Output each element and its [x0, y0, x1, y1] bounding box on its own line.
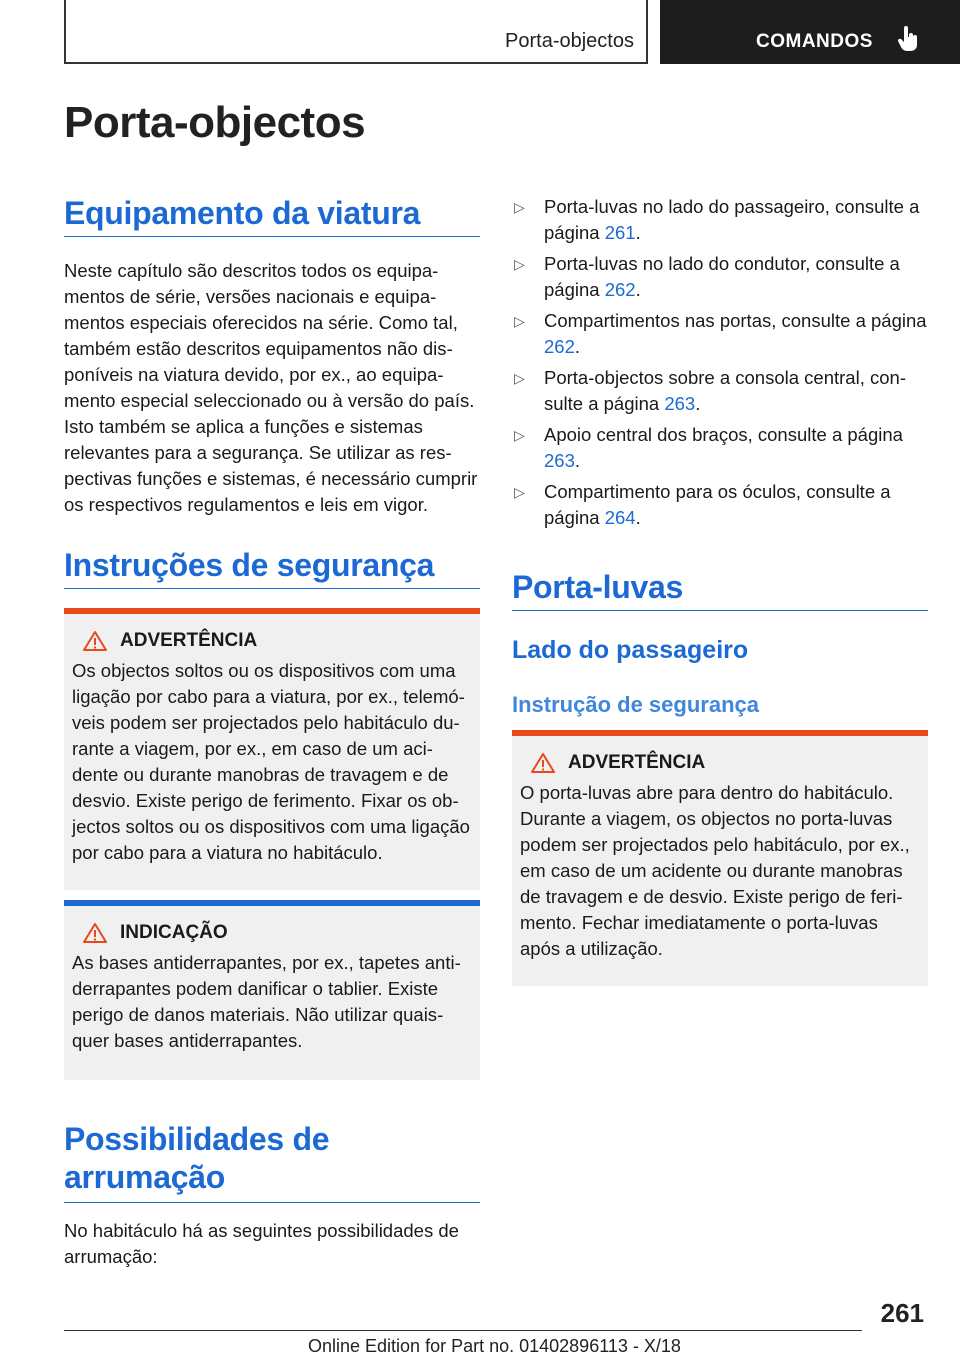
list-item-text: Apoio central dos braços, consulte a página 263. [544, 424, 903, 471]
subsubheading-instrucao-seguranca: Instrução de segurança [512, 692, 759, 717]
footer-divider [64, 1330, 862, 1331]
warning-box [64, 608, 480, 890]
section-heading-porta-luvas: Porta-luvas [512, 568, 928, 611]
list-item [512, 479, 928, 531]
section-heading-arrumacao-line1: Possibilidades de [64, 1121, 330, 1157]
warning-title: ADVERTÊNCIA [568, 752, 706, 773]
list-item [512, 251, 928, 303]
page-link[interactable]: 263 [664, 393, 696, 414]
bullet-triangle-icon: ▷ [514, 484, 525, 500]
warning-triangle-icon [82, 630, 108, 652]
list-item [512, 422, 928, 474]
list-item [512, 194, 928, 246]
section-heading-equipamento: Equipamento da viatura [64, 194, 480, 237]
page-link[interactable]: 262 [544, 336, 575, 357]
list-item-text: Compartimento para os óculos, consulte a página 264. [544, 481, 891, 528]
note-header [82, 922, 472, 944]
header-chapter-title: COMANDOS [756, 31, 873, 52]
list-item [512, 308, 928, 360]
note-text: As bases antiderrapantes, por ex., tapetes antiderrapantes podem danificar o tablier. Existe perigo de danos materiais. Não utilizar quaisquer bases antiderrapantes. [72, 952, 461, 1051]
storage-reference-list [512, 194, 928, 536]
footer-edition: Online Edition for Part no. 01402896113 - X/18 [308, 1336, 681, 1356]
pointing-hand-icon [898, 26, 920, 52]
warning-header [82, 630, 472, 652]
section-body-arrumacao: No habitáculo há as seguintes possibilidades de arrumação: [64, 1220, 459, 1267]
bullet-triangle-icon: ▷ [514, 199, 525, 215]
bullet-triangle-icon: ▷ [514, 256, 525, 272]
warning-triangle-icon [530, 752, 556, 774]
subheading-lado-passageiro: Lado do passageiro [512, 636, 749, 664]
page-link[interactable]: 264 [604, 507, 636, 528]
note-box [64, 900, 480, 1080]
bullet-triangle-icon: ▷ [514, 427, 525, 443]
warning-text: O porta-luvas abre para dentro do habitáculo. Durante a viagem, os objectos no porta-luvas podem ser projectados pelo habitáculo, por ex., em caso de um acidente ou durante manobras de travagem e de desvio. Existe perigo de ferimento. Fechar imediatamente o porta-luvas após a utilização. [520, 782, 910, 959]
header-section-title: Porta-objectos [505, 30, 634, 52]
warning-triangle-icon [82, 922, 108, 944]
bullet-triangle-icon: ▷ [514, 313, 525, 329]
header-section-tab [64, 0, 648, 64]
header-chapter-tab [660, 0, 960, 64]
section-body-equipamento: Neste capítulo são descritos todos os equipamentos de série, versões nacionais e equipamentos especiais oferecidos na série. Como tal, também estão descritos equipamentos não disponíveis na viatura devido, por ex., ao equipamento especial seleccionado ou à versão do país. Isto também se aplica a funções e sistemas relevantes para a segurança. Se utilizar as respectivas funções e sistemas, é necessário cumprir os respectivos regulamentos e leis em vigor. [64, 260, 478, 515]
page-title: Porta-objectos [64, 98, 366, 147]
section-heading-seguranca: Instruções de segurança [64, 546, 480, 589]
warning-text: Os objectos soltos ou os dispositivos com uma ligação por cabo para a viatura, por ex., telemóveis podem ser projectados pelo habitáculo durante a viagem, por ex., em caso de um acidente ou durante manobras de travagem e de desvio. Existe perigo de ferimento. Fixar os objectos soltos ou os dispositivos com uma ligação por cabo para a viatura no habitáculo. [72, 660, 470, 863]
list-item-text: Porta-luvas no lado do condutor, consulte a página 262. [544, 253, 900, 300]
list-item-text: Porta-luvas no lado do passageiro, consulte a página 261. [544, 196, 920, 243]
warning-header [530, 752, 920, 774]
list-item-text: Porta-objectos sobre a consola central, consulte a página 263. [544, 367, 906, 414]
list-item-text: Compartimentos nas portas, consulte a página 262. [544, 310, 927, 357]
list-item [512, 365, 928, 417]
page-link[interactable]: 263 [544, 450, 575, 471]
warning-box-porta-luvas [512, 730, 928, 986]
section-heading-arrumacao-line2: arrumação [64, 1159, 225, 1195]
bullet-triangle-icon: ▷ [514, 370, 525, 386]
section-heading-arrumacao [64, 1120, 480, 1203]
page-link[interactable]: 261 [604, 222, 636, 243]
page-link[interactable]: 262 [604, 279, 636, 300]
note-title: INDICAÇÃO [120, 922, 228, 943]
page-number: 261 [880, 1298, 924, 1328]
warning-title: ADVERTÊNCIA [120, 630, 258, 651]
